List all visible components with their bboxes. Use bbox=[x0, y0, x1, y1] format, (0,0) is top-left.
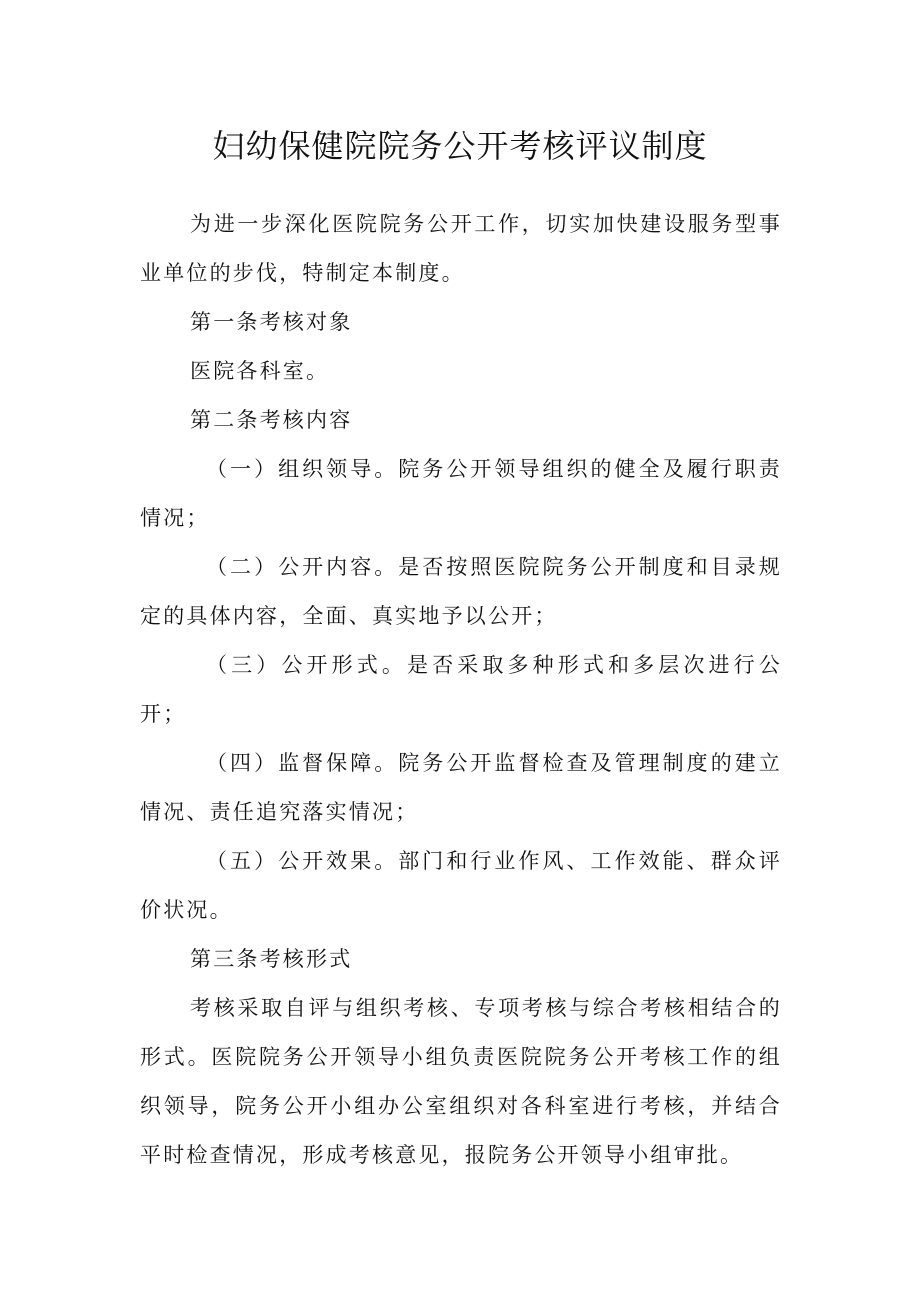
article-1-text: 医院各科室。 bbox=[190, 359, 330, 383]
document-body bbox=[140, 200, 782, 1180]
article-2-item-4: （四）监督保障。院务公开监督检查及管理制度的建立情况、责任追究落实情况； bbox=[140, 751, 782, 824]
article-3-text: 考核采取自评与组织考核、专项考核与综合考核相结合的形式。医院院务公开领导小组负责医院院务公开考核工作的组织领导，院务公开小组办公室组织对各科室进行考核，并结合平时检查情况，形成考核意见，报院务公开领导小组审批。 bbox=[140, 996, 782, 1167]
article-2-item-3: （三）公开形式。是否采取多种形式和多层次进行公开； bbox=[140, 653, 782, 726]
article-1-heading: 第一条考核对象 bbox=[190, 310, 353, 334]
article-2-heading: 第二条考核内容 bbox=[190, 408, 353, 432]
article-3-heading: 第三条考核形式 bbox=[190, 947, 353, 971]
article-2-item-2: （二）公开内容。是否按照医院院务公开制度和目录规定的具体内容，全面、真实地予以公开； bbox=[140, 555, 782, 628]
article-2-item-1: （一）组织领导。院务公开领导组织的健全及履行职责情况； bbox=[140, 457, 782, 530]
intro-paragraph: 为进一步深化医院院务公开工作，切实加快建设服务型事业单位的步伐，特制定本制度。 bbox=[140, 212, 782, 285]
article-2-item-5: （五）公开效果。部门和行业作风、工作效能、群众评价状况。 bbox=[140, 849, 782, 922]
document-title: 妇幼保健院院务公开考核评议制度 bbox=[212, 127, 708, 165]
